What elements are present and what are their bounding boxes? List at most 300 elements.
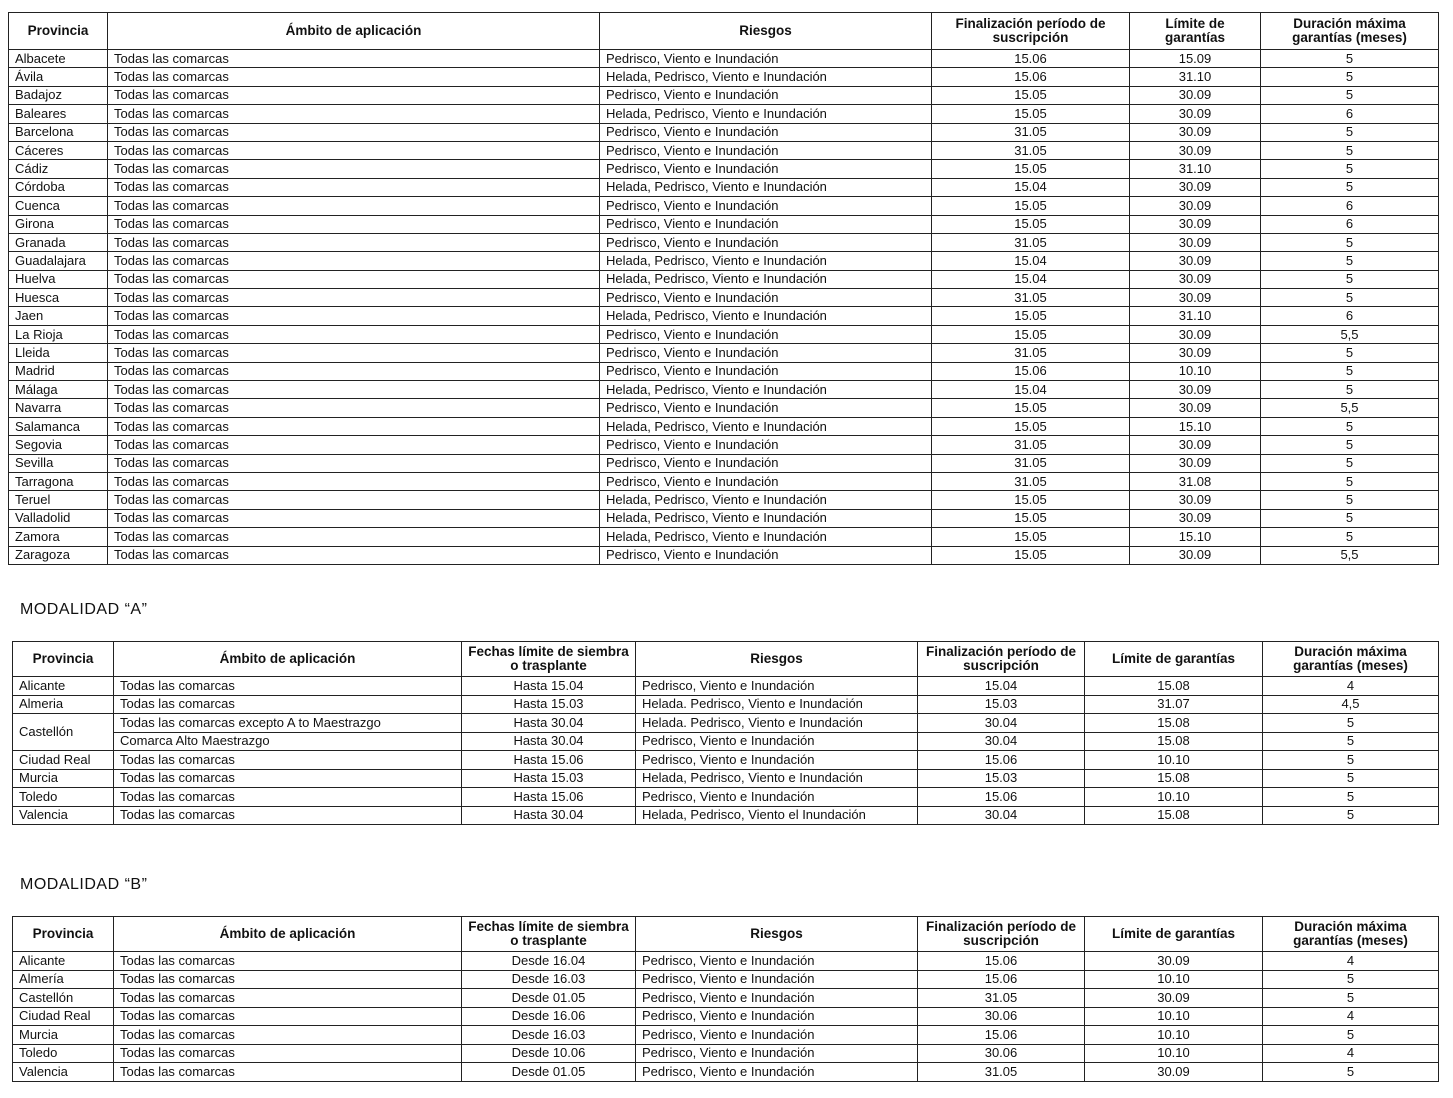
cell-fechas: Desde 16.04 [462, 952, 636, 971]
cell-finalizacion: 15.05 [932, 325, 1130, 343]
table-row [9, 105, 1439, 123]
cell-duracion: 6 [1261, 307, 1439, 325]
cell-finalizacion: 15.06 [918, 788, 1085, 807]
cell-provincia: Segovia [9, 436, 108, 454]
cell-limite: 10.10 [1085, 1026, 1263, 1045]
provinces-table [8, 12, 1439, 565]
cell-duracion: 5 [1261, 252, 1439, 270]
cell-finalizacion: 15.05 [932, 215, 1130, 233]
cell-ambito: Todas las comarcas [108, 381, 600, 399]
cell-limite: 30.09 [1085, 989, 1263, 1008]
cell-limite: 30.09 [1130, 233, 1261, 251]
cell-duracion: 5 [1263, 1063, 1439, 1082]
cell-limite: 15.08 [1085, 769, 1263, 788]
cell-ambito: Todas las comarcas [108, 528, 600, 546]
cell-fechas: Desde 16.06 [462, 1007, 636, 1026]
cell-limite: 30.09 [1130, 105, 1261, 123]
cell-riesgos: Pedrisco, Viento e Inundación [600, 123, 932, 141]
cell-finalizacion: 15.06 [932, 68, 1130, 86]
cell-duracion: 5 [1261, 509, 1439, 527]
cell-limite: 10.10 [1085, 1044, 1263, 1063]
cell-limite: 10.10 [1085, 1007, 1263, 1026]
cell-duracion: 5 [1263, 751, 1439, 770]
cell-ambito: Todas las comarcas [114, 769, 462, 788]
header-finalizacion: Finalización período de suscripción [932, 13, 1130, 50]
cell-ambito: Todas las comarcas [108, 436, 600, 454]
table-row [13, 751, 1439, 770]
cell-finalizacion: 15.06 [918, 952, 1085, 971]
cell-finalizacion: 15.06 [918, 751, 1085, 770]
cell-duracion: 5 [1261, 141, 1439, 159]
cell-duracion: 5 [1261, 381, 1439, 399]
cell-ambito: Todas las comarcas [108, 509, 600, 527]
table-row [13, 695, 1439, 714]
cell-finalizacion: 30.04 [918, 806, 1085, 825]
cell-finalizacion: 15.05 [932, 307, 1130, 325]
cell-limite: 30.09 [1085, 1063, 1263, 1082]
cell-provincia: Lleida [9, 344, 108, 362]
cell-finalizacion: 15.05 [932, 509, 1130, 527]
cell-ambito: Todas las comarcas [114, 695, 462, 714]
header-ambito: Ámbito de aplicación [108, 13, 600, 50]
cell-finalizacion: 15.05 [932, 417, 1130, 435]
cell-duracion: 4 [1263, 952, 1439, 971]
cell-riesgos: Pedrisco, Viento e Inundación [600, 141, 932, 159]
cell-provincia: Granada [9, 233, 108, 251]
cell-provincia: Toledo [13, 1044, 114, 1063]
cell-riesgos: Pedrisco, Viento e Inundación [600, 344, 932, 362]
cell-limite: 30.09 [1130, 270, 1261, 288]
cell-finalizacion: 15.06 [932, 362, 1130, 380]
cell-riesgos: Helada, Pedrisco, Viento e Inundación [600, 252, 932, 270]
cell-finalizacion: 31.05 [918, 1063, 1085, 1082]
cell-provincia: Barcelona [9, 123, 108, 141]
cell-finalizacion: 15.04 [932, 381, 1130, 399]
header-provincia: Provincia [9, 13, 108, 50]
cell-ambito: Todas las comarcas [108, 454, 600, 472]
cell-riesgos: Pedrisco, Viento e Inundación [636, 732, 918, 751]
cell-limite: 30.09 [1130, 86, 1261, 104]
cell-riesgos: Pedrisco, Viento e Inundación [600, 289, 932, 307]
cell-fechas: Hasta 15.04 [462, 677, 636, 696]
cell-finalizacion: 15.04 [932, 270, 1130, 288]
cell-duracion: 4 [1263, 677, 1439, 696]
cell-duracion: 5,5 [1261, 546, 1439, 564]
cell-fechas: Hasta 15.03 [462, 769, 636, 788]
cell-finalizacion: 31.05 [932, 123, 1130, 141]
cell-riesgos: Helada. Pedrisco, Viento e Inundación [636, 695, 918, 714]
cell-fechas: Hasta 15.06 [462, 788, 636, 807]
cell-ambito: Todas las comarcas [114, 1007, 462, 1026]
cell-duracion: 5 [1263, 989, 1439, 1008]
cell-provincia: Huelva [9, 270, 108, 288]
cell-finalizacion: 15.05 [932, 197, 1130, 215]
cell-limite: 30.09 [1130, 454, 1261, 472]
cell-riesgos: Pedrisco, Viento e Inundación [600, 399, 932, 417]
table-header-row [13, 917, 1439, 952]
cell-provincia: Málaga [9, 381, 108, 399]
cell-limite: 30.09 [1130, 381, 1261, 399]
header-limite: Límite de garantías [1085, 917, 1263, 952]
cell-ambito: Todas las comarcas [108, 86, 600, 104]
cell-ambito: Todas las comarcas [108, 344, 600, 362]
cell-fechas: Desde 16.03 [462, 1026, 636, 1045]
header-riesgos: Riesgos [600, 13, 932, 50]
header-fechas: Fechas límite de siembra o trasplante [462, 642, 636, 677]
cell-limite: 31.10 [1130, 307, 1261, 325]
table-row [9, 289, 1439, 307]
cell-provincia: Madrid [9, 362, 108, 380]
cell-riesgos: Pedrisco, Viento e Inundación [600, 325, 932, 343]
cell-limite: 15.08 [1085, 714, 1263, 733]
table-row [13, 1007, 1439, 1026]
cell-riesgos: Pedrisco, Viento e Inundación [600, 160, 932, 178]
cell-duracion: 5 [1261, 362, 1439, 380]
cell-finalizacion: 15.05 [932, 105, 1130, 123]
cell-ambito: Todas las comarcas [114, 677, 462, 696]
table-row [9, 50, 1439, 68]
cell-riesgos: Pedrisco, Viento e Inundación [636, 1026, 918, 1045]
cell-provincia: Almeria [13, 695, 114, 714]
table-row [9, 178, 1439, 196]
cell-provincia: Huesca [9, 289, 108, 307]
cell-provincia: Valencia [13, 806, 114, 825]
cell-ambito: Todas las comarcas [114, 1044, 462, 1063]
cell-ambito: Todas las comarcas [114, 989, 462, 1008]
cell-limite: 30.09 [1130, 399, 1261, 417]
table-row [13, 769, 1439, 788]
cell-ambito: Todas las comarcas [108, 68, 600, 86]
cell-ambito: Todas las comarcas [108, 160, 600, 178]
cell-duracion: 5 [1261, 86, 1439, 104]
cell-ambito: Todas las comarcas [108, 105, 600, 123]
cell-duracion: 5 [1261, 454, 1439, 472]
cell-provincia: Murcia [13, 1026, 114, 1045]
cell-provincia: Sevilla [9, 454, 108, 472]
cell-ambito: Todas las comarcas [114, 806, 462, 825]
cell-ambito: Todas las comarcas [108, 233, 600, 251]
cell-fechas: Hasta 30.04 [462, 806, 636, 825]
header-finalizacion: Finalización período de suscripción [918, 917, 1085, 952]
cell-duracion: 5 [1261, 123, 1439, 141]
cell-finalizacion: 31.05 [932, 454, 1130, 472]
cell-duracion: 5 [1261, 178, 1439, 196]
table-header-row [13, 642, 1439, 677]
cell-duracion: 5 [1263, 732, 1439, 751]
cell-finalizacion: 30.06 [918, 1007, 1085, 1026]
cell-ambito: Todas las comarcas [108, 178, 600, 196]
cell-riesgos: Helada, Pedrisco, Viento e Inundación [600, 68, 932, 86]
cell-limite: 31.07 [1085, 695, 1263, 714]
table-row [13, 989, 1439, 1008]
cell-limite: 31.10 [1130, 160, 1261, 178]
cell-limite: 30.09 [1130, 141, 1261, 159]
cell-limite: 15.10 [1130, 417, 1261, 435]
table-row [13, 1026, 1439, 1045]
cell-duracion: 5 [1263, 806, 1439, 825]
cell-finalizacion: 30.06 [918, 1044, 1085, 1063]
cell-provincia: Castellón [13, 714, 114, 751]
table-row [13, 714, 1439, 733]
cell-duracion: 6 [1261, 105, 1439, 123]
cell-fechas: Hasta 30.04 [462, 714, 636, 733]
cell-limite: 30.09 [1130, 491, 1261, 509]
cell-riesgos: Pedrisco, Viento e Inundación [600, 546, 932, 564]
cell-limite: 10.10 [1085, 751, 1263, 770]
cell-provincia: Cádiz [9, 160, 108, 178]
cell-finalizacion: 15.05 [932, 491, 1130, 509]
cell-finalizacion: 30.04 [918, 714, 1085, 733]
header-limite: Límite de garantías [1130, 13, 1261, 50]
table-row [9, 381, 1439, 399]
cell-finalizacion: 15.05 [932, 86, 1130, 104]
cell-limite: 30.09 [1130, 215, 1261, 233]
cell-ambito: Todas las comarcas [114, 1026, 462, 1045]
cell-ambito: Todas las comarcas [114, 952, 462, 971]
cell-provincia: Tarragona [9, 472, 108, 490]
cell-duracion: 4 [1263, 1007, 1439, 1026]
cell-ambito: Todas las comarcas [108, 123, 600, 141]
cell-provincia: Alicante [13, 677, 114, 696]
cell-ambito: Todas las comarcas [108, 472, 600, 490]
cell-riesgos: Pedrisco, Viento e Inundación [600, 472, 932, 490]
cell-riesgos: Pedrisco, Viento e Inundación [600, 362, 932, 380]
cell-ambito: Todas las comarcas excepto A to Maestrazgo [114, 714, 462, 733]
cell-provincia: Alicante [13, 952, 114, 971]
cell-duracion: 5 [1261, 233, 1439, 251]
cell-duracion: 5 [1261, 528, 1439, 546]
header-finalizacion: Finalización período de suscripción [918, 642, 1085, 677]
table-row [9, 233, 1439, 251]
cell-ambito: Todas las comarcas [108, 546, 600, 564]
cell-limite: 31.10 [1130, 68, 1261, 86]
table-row [9, 491, 1439, 509]
table-row [13, 806, 1439, 825]
cell-duracion: 5 [1261, 160, 1439, 178]
table-row [9, 307, 1439, 325]
cell-finalizacion: 31.05 [918, 989, 1085, 1008]
cell-finalizacion: 15.03 [918, 695, 1085, 714]
cell-riesgos: Helada, Pedrisco, Viento e Inundación [600, 417, 932, 435]
cell-finalizacion: 31.05 [932, 472, 1130, 490]
cell-ambito: Todas las comarcas [108, 141, 600, 159]
cell-provincia: Navarra [9, 399, 108, 417]
cell-ambito: Todas las comarcas [114, 1063, 462, 1082]
table-row [13, 952, 1439, 971]
cell-ambito: Todas las comarcas [108, 399, 600, 417]
cell-provincia: Zaragoza [9, 546, 108, 564]
table-row [9, 270, 1439, 288]
cell-finalizacion: 15.05 [932, 528, 1130, 546]
table-row [13, 1063, 1439, 1082]
cell-finalizacion: 30.04 [918, 732, 1085, 751]
cell-limite: 30.09 [1130, 123, 1261, 141]
cell-limite: 30.09 [1130, 344, 1261, 362]
cell-fechas: Hasta 15.06 [462, 751, 636, 770]
cell-ambito: Todas las comarcas [108, 50, 600, 68]
cell-riesgos: Helada, Pedrisco, Viento e Inundación [600, 105, 932, 123]
table-row [9, 417, 1439, 435]
modalidad-b-title: MODALIDAD “B” [20, 876, 148, 893]
cell-provincia: Murcia [13, 769, 114, 788]
cell-ambito: Todas las comarcas [108, 289, 600, 307]
cell-fechas: Desde 10.06 [462, 1044, 636, 1063]
cell-limite: 10.10 [1130, 362, 1261, 380]
cell-duracion: 5 [1263, 788, 1439, 807]
cell-riesgos: Pedrisco, Viento e Inundación [636, 1007, 918, 1026]
cell-finalizacion: 15.04 [918, 677, 1085, 696]
cell-riesgos: Pedrisco, Viento e Inundación [636, 970, 918, 989]
cell-ambito: Todas las comarcas [108, 362, 600, 380]
cell-finalizacion: 15.04 [932, 252, 1130, 270]
table-row [13, 677, 1439, 696]
header-provincia: Provincia [13, 642, 114, 677]
cell-finalizacion: 31.05 [932, 233, 1130, 251]
cell-ambito: Todas las comarcas [108, 325, 600, 343]
table-row [9, 344, 1439, 362]
cell-provincia: Ciudad Real [13, 1007, 114, 1026]
table-row [9, 215, 1439, 233]
cell-limite: 30.09 [1085, 952, 1263, 971]
cell-duracion: 5 [1263, 970, 1439, 989]
table-row [9, 325, 1439, 343]
cell-riesgos: Pedrisco, Viento e Inundación [600, 197, 932, 215]
table-header-row [9, 13, 1439, 50]
cell-duracion: 5 [1261, 436, 1439, 454]
cell-duracion: 4 [1263, 1044, 1439, 1063]
header-duracion: Duración máxima garantías (meses) [1261, 13, 1439, 50]
cell-provincia: Salamanca [9, 417, 108, 435]
cell-ambito: Todas las comarcas [108, 270, 600, 288]
modalidad-a-table [12, 641, 1439, 825]
cell-provincia: Córdoba [9, 178, 108, 196]
cell-riesgos: Pedrisco, Viento e Inundación [636, 989, 918, 1008]
cell-riesgos: Helada, Pedrisco, Viento e Inundación [600, 491, 932, 509]
table-row [13, 732, 1439, 751]
cell-duracion: 6 [1261, 197, 1439, 215]
cell-finalizacion: 15.05 [932, 160, 1130, 178]
cell-provincia: Castellón [13, 989, 114, 1008]
cell-duracion: 5 [1261, 50, 1439, 68]
cell-ambito: Todas las comarcas [108, 252, 600, 270]
cell-duracion: 5 [1261, 417, 1439, 435]
cell-duracion: 5,5 [1261, 325, 1439, 343]
cell-provincia: Ávila [9, 68, 108, 86]
header-limite: Límite de garantías [1085, 642, 1263, 677]
cell-riesgos: Pedrisco, Viento e Inundación [636, 751, 918, 770]
cell-ambito: Todas las comarcas [114, 788, 462, 807]
cell-provincia: Valencia [13, 1063, 114, 1082]
cell-finalizacion: 15.04 [932, 178, 1130, 196]
cell-duracion: 5 [1263, 1026, 1439, 1045]
cell-ambito: Todas las comarcas [108, 215, 600, 233]
cell-duracion: 5 [1261, 289, 1439, 307]
cell-provincia: La Rioja [9, 325, 108, 343]
cell-riesgos: Helada, Pedrisco, Viento el Inundación [636, 806, 918, 825]
cell-finalizacion: 31.05 [932, 289, 1130, 307]
cell-provincia: Teruel [9, 491, 108, 509]
cell-provincia: Jaen [9, 307, 108, 325]
cell-fechas: Desde 01.05 [462, 989, 636, 1008]
table-row [9, 68, 1439, 86]
cell-duracion: 5 [1261, 270, 1439, 288]
cell-riesgos: Pedrisco, Viento e Inundación [600, 50, 932, 68]
cell-duracion: 5 [1261, 472, 1439, 490]
cell-finalizacion: 15.05 [932, 546, 1130, 564]
header-fechas: Fechas límite de siembra o trasplante [462, 917, 636, 952]
cell-limite: 10.10 [1085, 970, 1263, 989]
cell-ambito: Comarca Alto Maestrazgo [114, 732, 462, 751]
cell-provincia: Badajoz [9, 86, 108, 104]
table-row [13, 788, 1439, 807]
table-row [9, 528, 1439, 546]
cell-provincia: Cuenca [9, 197, 108, 215]
cell-riesgos: Pedrisco, Viento e Inundación [636, 677, 918, 696]
cell-ambito: Todas las comarcas [108, 491, 600, 509]
modalidad-a-title: MODALIDAD “A” [20, 601, 148, 618]
cell-riesgos: Helada, Pedrisco, Viento e Inundación [600, 178, 932, 196]
cell-provincia: Ciudad Real [13, 751, 114, 770]
cell-ambito: Todas las comarcas [114, 751, 462, 770]
cell-duracion: 5 [1261, 491, 1439, 509]
cell-riesgos: Helada, Pedrisco, Viento e Inundación [600, 307, 932, 325]
cell-duracion: 5 [1261, 344, 1439, 362]
cell-riesgos: Helada, Pedrisco, Viento e Inundación [600, 509, 932, 527]
cell-finalizacion: 15.06 [918, 970, 1085, 989]
cell-limite: 30.09 [1130, 252, 1261, 270]
cell-finalizacion: 31.05 [932, 344, 1130, 362]
cell-limite: 30.09 [1130, 509, 1261, 527]
table-row [9, 472, 1439, 490]
cell-fechas: Hasta 15.03 [462, 695, 636, 714]
cell-ambito: Todas las comarcas [114, 970, 462, 989]
cell-limite: 15.09 [1130, 50, 1261, 68]
cell-limite: 30.09 [1130, 197, 1261, 215]
cell-riesgos: Pedrisco, Viento e Inundación [636, 952, 918, 971]
cell-riesgos: Helada, Pedrisco, Viento e Inundación [600, 381, 932, 399]
cell-finalizacion: 31.05 [932, 141, 1130, 159]
cell-finalizacion: 31.05 [932, 436, 1130, 454]
cell-finalizacion: 15.06 [918, 1026, 1085, 1045]
cell-limite: 15.08 [1085, 732, 1263, 751]
cell-provincia: Guadalajara [9, 252, 108, 270]
cell-ambito: Todas las comarcas [108, 307, 600, 325]
cell-limite: 30.09 [1130, 178, 1261, 196]
header-provincia: Provincia [13, 917, 114, 952]
cell-fechas: Desde 16.03 [462, 970, 636, 989]
cell-riesgos: Pedrisco, Viento e Inundación [600, 454, 932, 472]
cell-provincia: Cáceres [9, 141, 108, 159]
cell-riesgos: Pedrisco, Viento e Inundación [600, 215, 932, 233]
cell-riesgos: Pedrisco, Viento e Inundación [600, 86, 932, 104]
cell-riesgos: Pedrisco, Viento e Inundación [600, 436, 932, 454]
cell-duracion: 5 [1261, 68, 1439, 86]
cell-ambito: Todas las comarcas [108, 197, 600, 215]
cell-duracion: 6 [1261, 215, 1439, 233]
table-row [13, 1044, 1439, 1063]
header-ambito: Ámbito de aplicación [114, 642, 462, 677]
cell-duracion: 4,5 [1263, 695, 1439, 714]
table-row [9, 362, 1439, 380]
table-row [9, 160, 1439, 178]
table-row [9, 454, 1439, 472]
cell-finalizacion: 15.05 [932, 399, 1130, 417]
cell-riesgos: Helada, Pedrisco, Viento e Inundación [600, 270, 932, 288]
cell-riesgos: Pedrisco, Viento e Inundación [600, 233, 932, 251]
cell-riesgos: Pedrisco, Viento e Inundación [636, 1063, 918, 1082]
cell-provincia: Zamora [9, 528, 108, 546]
header-riesgos: Riesgos [636, 917, 918, 952]
